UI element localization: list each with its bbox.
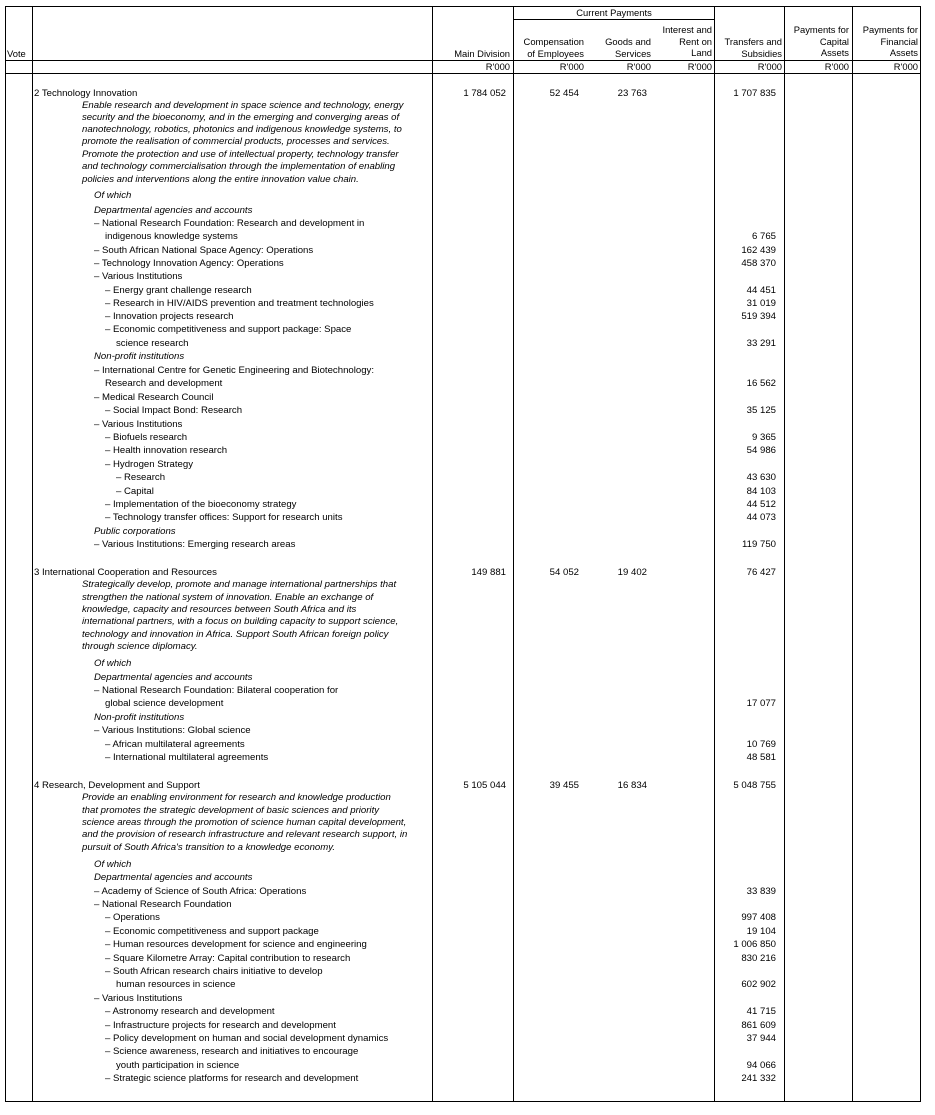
table-row [0,926,935,939]
row-label: international partners, with a focus on building capacity to support science, [82,616,399,627]
row-label: – Various Institutions: Emerging research areas [94,539,296,550]
transfers-subsidies-value: 519 394 [741,311,776,322]
table-row [0,405,935,418]
financial-assets-column-header: Payments for Financial Assets [862,24,918,58]
row-label: – Research [116,472,166,483]
unit-label: R'000 [893,61,918,72]
table-row [0,218,935,231]
transfers-subsidies-value: 44 073 [746,512,776,523]
transfers-subsidies-value: 241 332 [741,1073,776,1084]
table-row [0,739,935,752]
table-row [0,499,935,512]
table-row [0,939,935,952]
table-row [0,298,935,311]
table-row [0,1073,935,1086]
table-row [0,993,935,1006]
main-division-value: 1 784 052 [463,88,506,99]
table-row [0,872,935,885]
row-label: Of which [94,658,132,669]
transfers-subsidies-value: 43 630 [746,472,776,483]
row-label: Non-profit institutions [94,351,185,362]
row-label: 4 Research, Development and Support [34,780,200,791]
row-label: Enable research and development in space science and technology, energy [82,100,404,111]
unit-label: R'000 [757,61,782,72]
table-row [0,859,935,872]
table-row [0,432,935,445]
transfers-subsidies-value: 54 986 [746,445,776,456]
row-label: through science diplomacy. [82,641,198,652]
row-label: nanotechnology, robotics, photonics and indigenous knowledge systems, to [82,124,402,135]
row-label: – Innovation projects research [105,311,234,322]
table-row [0,486,935,499]
table-row [0,725,935,738]
table-row [0,1060,935,1073]
row-label: 2 Technology Innovation [34,88,138,99]
compensation-value: 39 455 [549,780,579,791]
row-label: Research and development [105,378,223,389]
table-row [0,1033,935,1046]
transfers-subsidies-value: 602 902 [741,979,776,990]
table-row [0,245,935,258]
row-label: technology and innovation in Africa. Support South African foreign policy [82,629,389,640]
table-row [0,174,935,187]
interest-rent-column-header: Interest and Rent on Land [662,24,712,58]
current-payments-underline [514,19,714,20]
row-label: – South African National Space Agency: Operations [94,245,314,256]
row-label: knowledge, capacity and resources between South Africa and its [82,604,357,615]
row-label: science research [116,338,189,349]
row-label: – African multilateral agreements [105,739,245,750]
transfers-subsidies-value: 48 581 [746,752,776,763]
table-row [0,1046,935,1059]
unit-label: R'000 [687,61,712,72]
row-label: – Various Institutions: Global science [94,725,251,736]
table-row [0,539,935,552]
table-row [0,136,935,149]
transfers-subsidies-value: 10 769 [746,739,776,750]
row-label: – Biofuels research [105,432,188,443]
row-label: – Infrastructure projects for research and development [105,1020,336,1031]
table-row [0,472,935,485]
row-label: Departmental agencies and accounts [94,205,253,216]
table-row [0,338,935,351]
row-label: – Capital [116,486,154,497]
row-label: – Medical Research Council [94,392,214,403]
row-label: 3 International Cooperation and Resources [34,567,217,578]
transfers-subsidies-value: 17 077 [746,698,776,709]
compensation-column-header: Compensation of Employees [523,36,584,59]
transfers-subsidies-value: 5 048 755 [733,780,776,791]
table-row [0,698,935,711]
row-label: – Economic competitiveness and support package [105,926,319,937]
row-label: youth participation in science [116,1060,240,1071]
row-label: global science development [105,698,224,709]
compensation-value: 54 052 [549,567,579,578]
row-label: – International Centre for Genetic Engineering and Biotechnology: [94,365,374,376]
table-row [0,672,935,685]
table-row [0,378,935,391]
row-label: – Policy development on human and social development dynamics [105,1033,389,1044]
transfers-subsidies-value: 1 006 850 [733,939,776,950]
table-row [0,445,935,458]
row-label: – Technology Innovation Agency: Operations [94,258,284,269]
row-label: – Operations [105,912,160,923]
row-label: Of which [94,859,132,870]
unit-label: R'000 [626,61,651,72]
table-row [0,1020,935,1033]
transfers-subsidies-value: 35 125 [746,405,776,416]
table-row [0,752,935,765]
goods-services-value: 19 402 [617,567,647,578]
row-label: Non-profit institutions [94,712,185,723]
row-label: – Various Institutions [94,419,183,430]
row-label: – South African research chairs initiative to develop [105,966,323,977]
transfers-subsidies-value: 41 715 [746,1006,776,1017]
table-row [0,459,935,472]
row-label: and the provision of research infrastructure and relevant research support, in [82,829,408,840]
row-label: security and the bioeconomy, and in the emerging and converging areas of [82,112,400,123]
row-label: pursuit of South Africa's transition to a knowledge economy. [82,842,336,853]
table-row [0,271,935,284]
row-label: – International multilateral agreements [105,752,269,763]
table-row [0,231,935,244]
table-row [0,842,935,855]
row-label: – Technology transfer offices: Support for research units [105,512,343,523]
row-label: – Health innovation research [105,445,228,456]
table-row [0,311,935,324]
table-row [0,205,935,218]
vote-column-header: Vote [7,48,26,59]
table-row [0,685,935,698]
transfers-subsidies-value: 830 216 [741,953,776,964]
row-label: – Strategic science platforms for research and development [105,1073,359,1084]
row-label: Of which [94,190,132,201]
table-row [0,190,935,203]
row-label: Departmental agencies and accounts [94,672,253,683]
row-label: – Square Kilometre Array: Capital contribution to research [105,953,351,964]
table-row [0,712,935,725]
table-row [0,579,935,592]
transfers-subsidies-value: 44 451 [746,285,776,296]
capital-assets-column-header: Payments for Capital Assets [793,24,849,58]
transfers-subsidies-value: 162 439 [741,245,776,256]
row-label: – Academy of Science of South Africa: Operations [94,886,307,897]
row-label: – Economic competitiveness and support package: Space [105,324,352,335]
row-label: and technology commercialisation through the implementation of enabling [82,161,396,172]
transfers-subsidies-value: 44 512 [746,499,776,510]
table-row [0,658,935,671]
main-division-value: 5 105 044 [463,780,506,791]
main-division-value: 149 881 [471,567,506,578]
table-row [0,886,935,899]
row-label: Promote the protection and use of intellectual property, technology transfer [82,149,399,160]
transfers-subsidies-value: 33 839 [746,886,776,897]
row-label: Strategically develop, promote and manage international partnerships that [82,579,397,590]
table-row [0,899,935,912]
table-row [0,829,935,842]
table-row [0,512,935,525]
transfers-subsidies-value: 31 019 [746,298,776,309]
transfers-subsidies-value: 37 944 [746,1033,776,1044]
goods-services-value: 16 834 [617,780,647,791]
row-label: – Various Institutions [94,271,183,282]
main-division-column-header: Main Division [454,48,510,59]
row-label: Departmental agencies and accounts [94,872,253,883]
goods-services-value: 23 763 [617,88,647,99]
row-label: – National Research Foundation: Research and development in [94,218,365,229]
row-label: – Energy grant challenge research [105,285,252,296]
table-row [0,953,935,966]
transfers-subsidies-value: 94 066 [746,1060,776,1071]
table-row [0,419,935,432]
row-label: indigenous knowledge systems [105,231,238,242]
row-label: science areas through the promotion of science human capital development, [82,817,407,828]
row-label: that promotes the strategic development of basic sciences and priority [82,805,380,816]
transfers-subsidies-value: 119 750 [742,539,776,550]
row-label: – Science awareness, research and initiatives to encourage [105,1046,359,1057]
table-row [0,285,935,298]
table-row [0,912,935,925]
unit-label: R'000 [559,61,584,72]
row-label: – Various Institutions [94,993,183,1004]
unit-label: R'000 [485,61,510,72]
table-row [0,161,935,174]
transfers-subsidies-value: 458 370 [741,258,776,269]
unit-label: R'000 [824,61,849,72]
transfers-subsidies-value: 1 707 835 [733,88,776,99]
transfers-subsidies-value: 6 765 [751,231,776,242]
table-row [0,979,935,992]
row-label: Provide an enabling environment for research and knowledge production [82,792,391,803]
table-row [0,641,935,654]
row-label: policies and interventions along the entire innovation value chain. [82,174,359,185]
transfers-subsidies-value: 997 408 [741,912,776,923]
row-label: – Hydrogen Strategy [105,459,193,470]
row-label: – Astronomy research and development [105,1006,275,1017]
transfers-subsidies-value: 84 103 [746,486,776,497]
table-row [0,258,935,271]
table-row [0,365,935,378]
row-label: – Human resources development for science and engineering [105,939,367,950]
table-row [0,324,935,337]
transfers-subsidies-value: 76 427 [746,567,776,578]
row-label: – Implementation of the bioeconomy strategy [105,499,297,510]
table-row [0,351,935,364]
compensation-value: 52 454 [549,88,579,99]
row-label: – Research in HIV/AIDS prevention and treatment technologies [105,298,374,309]
row-label: – National Research Foundation: Bilateral cooperation for [94,685,339,696]
table-row [0,1006,935,1019]
table-row [0,526,935,539]
table-row [0,616,935,629]
transfers-subsidies-column-header: Transfers and Subsidies [724,36,782,59]
table-row [0,966,935,979]
current-payments-heading: Current Payments [576,7,652,18]
row-label: human resources in science [116,979,236,990]
row-label: strengthen the national system of innovation. Enable an exchange of [82,592,374,603]
row-label: Public corporations [94,526,176,537]
table-row [0,392,935,405]
transfers-subsidies-value: 861 609 [741,1020,776,1031]
row-label: promote the realisation of commercial products, processes and services. [82,136,390,147]
transfers-subsidies-value: 9 365 [751,432,776,443]
transfers-subsidies-value: 33 291 [746,338,776,349]
row-label: – Social Impact Bond: Research [105,405,243,416]
transfers-subsidies-value: 19 104 [746,926,776,937]
row-label: – National Research Foundation [94,899,232,910]
goods-services-column-header: Goods and Services [605,36,651,59]
table-row [0,792,935,805]
transfers-subsidies-value: 16 562 [746,378,776,389]
